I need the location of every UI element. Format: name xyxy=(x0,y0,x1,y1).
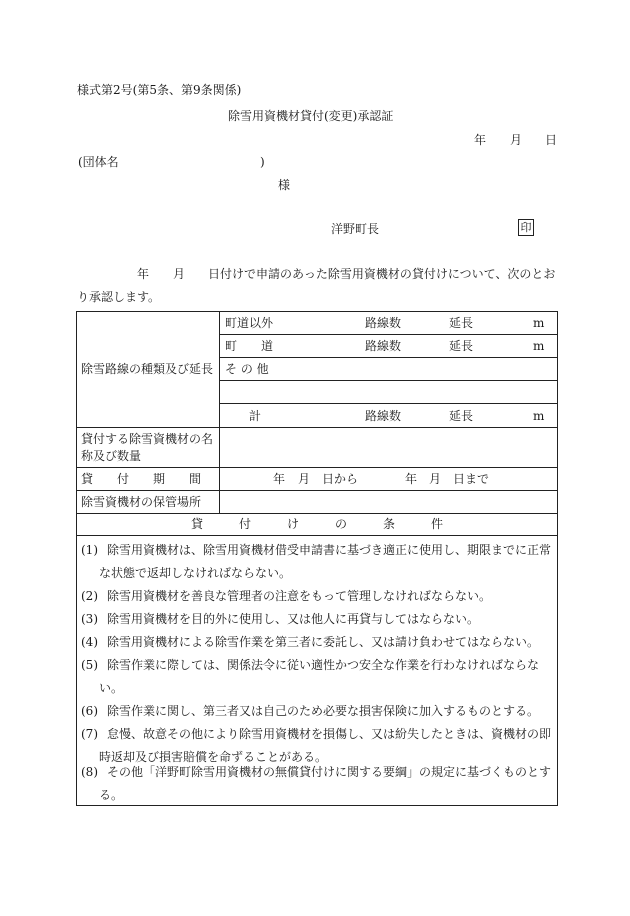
condition-text: 怠慢、故意その他により除雪用資機材を損傷し、又は紛失したときは、資機材の即 xyxy=(107,727,552,741)
route-total-count: 路線数 xyxy=(365,409,402,423)
period-from-day: 日から xyxy=(322,472,359,486)
approval-table xyxy=(76,311,558,806)
document-title: 除雪用資機材貸付(変更)承認証 xyxy=(228,109,394,123)
condition-text: 除雪用資機材を善良な管理者の注意をもって管理しなければならない。 xyxy=(107,589,492,603)
condition-text-cont: な状態で返却しなければならない。 xyxy=(99,566,292,580)
org-name-open: (団体名 xyxy=(78,155,119,169)
storage-label: 除雪資機材の保管場所 xyxy=(81,495,202,509)
issuer: 洋野町長 xyxy=(331,222,380,236)
route-total-unit: m xyxy=(533,409,545,423)
condition-text-cont: い。 xyxy=(99,681,124,695)
equipment-label-line2: 称及び数量 xyxy=(81,449,142,463)
seal-box: 印 xyxy=(518,219,534,236)
date-year: 年 xyxy=(474,133,487,147)
route-row-length: 延長 xyxy=(449,316,474,330)
intro-line1: 日付けで申請のあった除雪用資機材の貸付けについて、次のとお xyxy=(208,267,556,281)
route-row-count: 路線数 xyxy=(365,316,402,330)
condition-text: その他「洋野町除雪用資機材の無償貸付けに関する要綱」の規定に基づくものとす xyxy=(107,765,552,779)
equipment-label-line1: 貸付する除雪資機材の名 xyxy=(81,432,214,446)
condition-item xyxy=(81,631,555,654)
condition-number: (2) xyxy=(81,589,98,603)
condition-item xyxy=(81,654,555,700)
route-row-type: そ の 他 xyxy=(225,362,269,376)
date-month: 月 xyxy=(510,133,523,147)
route-type-label: 除雪路線の種類及び延長 xyxy=(81,362,214,376)
condition-number: (1) xyxy=(81,543,98,557)
condition-item xyxy=(81,700,555,723)
route-row-length: 延長 xyxy=(449,339,474,353)
condition-item xyxy=(81,608,555,631)
route-row-type: 町 道 xyxy=(225,339,274,353)
condition-text: 除雪用資機材を目的外に使用し、又は他人に再貸与してはならない。 xyxy=(107,612,480,626)
condition-text: 除雪用資機材による除雪作業を第三者に委託し、又は請け負わせてはならない。 xyxy=(107,635,540,649)
intro-year: 年 xyxy=(137,267,150,281)
condition-text: 除雪作業に関し、第三者又は自己のため必要な損害保険に加入するものとする。 xyxy=(107,704,540,718)
condition-number: (7) xyxy=(81,727,98,741)
period-from-year: 年 xyxy=(273,472,286,486)
org-name-close: ) xyxy=(260,155,265,169)
condition-text-cont: る。 xyxy=(99,788,124,802)
period-from-month: 月 xyxy=(298,472,311,486)
intro-line2: り承認します。 xyxy=(77,290,161,304)
condition-item xyxy=(81,585,555,608)
route-total-length: 延長 xyxy=(449,409,474,423)
condition-text-cont: 時返却及び損害賠償を命ずることがある。 xyxy=(99,750,328,764)
route-total-label: 計 xyxy=(249,409,262,423)
intro-month: 月 xyxy=(173,267,186,281)
route-row-type: 町道以外 xyxy=(225,316,274,330)
period-to-month: 月 xyxy=(429,472,442,486)
condition-number: (8) xyxy=(81,765,98,779)
condition-number: (4) xyxy=(81,635,98,649)
condition-number: (3) xyxy=(81,612,98,626)
condition-number: (6) xyxy=(81,704,98,718)
form-number: 様式第2号(第5条、第9条関係) xyxy=(77,83,242,97)
condition-number: (5) xyxy=(81,658,98,672)
condition-text: 除雪用資機材は、除雪用資機材借受申請書に基づき適正に使用し、期限までに正常 xyxy=(107,543,552,557)
period-label: 貸 付 期 間 xyxy=(81,472,202,486)
condition-item xyxy=(81,761,555,807)
route-row-unit: m xyxy=(533,316,545,330)
condition-text: 除雪作業に際しては、関係法令に従い適性かつ安全な作業を行わなければならな xyxy=(107,658,540,672)
condition-item xyxy=(81,539,555,585)
date-day: 日 xyxy=(545,133,558,147)
honorific: 様 xyxy=(278,178,291,192)
period-to-day: 日まで xyxy=(453,472,490,486)
conditions-header: 貸 付 け の 条 件 xyxy=(190,517,443,531)
period-to-year: 年 xyxy=(405,472,418,486)
route-row-unit: m xyxy=(533,339,545,353)
route-row-count: 路線数 xyxy=(365,339,402,353)
